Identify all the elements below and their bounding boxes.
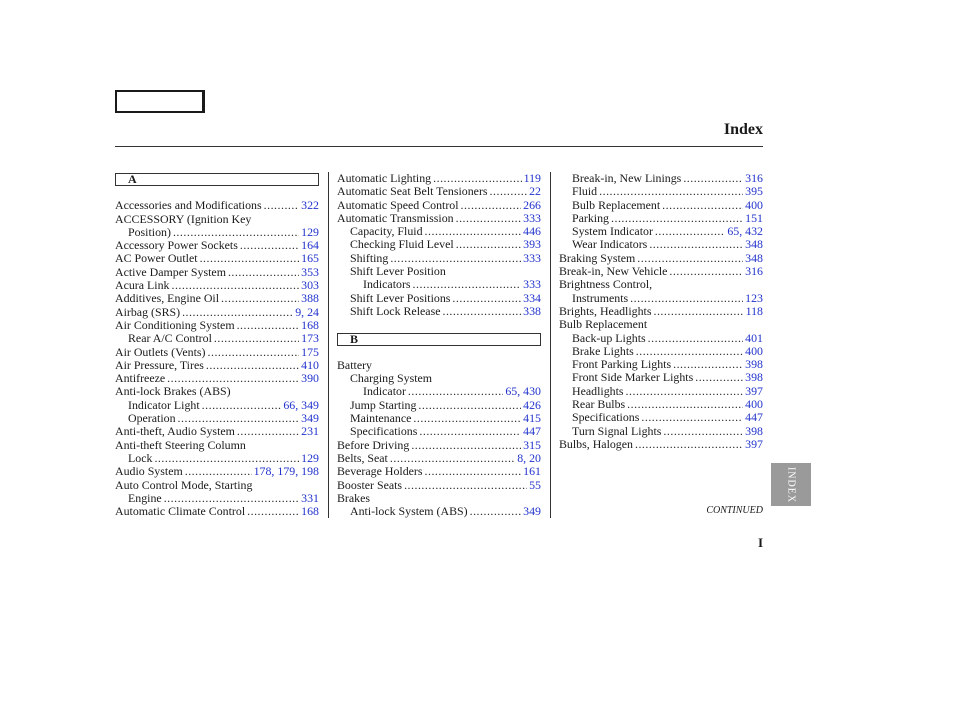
spacer bbox=[337, 318, 541, 331]
entry-label: Anti-lock Brakes (ABS) bbox=[115, 384, 231, 399]
page-reference-link[interactable]: 400 bbox=[745, 343, 763, 358]
entry-label: Wear Indicators bbox=[572, 237, 648, 252]
dot-leader bbox=[214, 332, 299, 345]
index-entry[interactable] bbox=[115, 372, 319, 385]
entry-label: Air Pressure, Tires bbox=[115, 357, 204, 372]
dot-leader bbox=[669, 265, 743, 278]
index-entry[interactable] bbox=[337, 199, 541, 212]
entry-label: Antifreeze bbox=[115, 371, 166, 386]
page-number: I bbox=[758, 535, 764, 550]
dot-leader bbox=[247, 505, 299, 518]
page-reference-link[interactable]: 175 bbox=[301, 344, 319, 359]
index-entry[interactable] bbox=[115, 346, 319, 359]
page-reference-link[interactable]: 395 bbox=[745, 184, 763, 199]
entry-label: Shift Lock Release bbox=[350, 303, 441, 318]
page-reference-link[interactable]: 55 bbox=[529, 477, 541, 492]
entry-label: Automatic Lighting bbox=[337, 171, 432, 185]
index-entry[interactable] bbox=[559, 371, 763, 384]
entry-label: Automatic Speed Control bbox=[337, 197, 459, 212]
index-entry[interactable] bbox=[115, 199, 319, 212]
page-reference-link[interactable]: 65, 432 bbox=[727, 224, 763, 239]
index-entry[interactable] bbox=[115, 452, 319, 465]
index-entry[interactable] bbox=[337, 452, 541, 465]
continued-label: CONTINUED bbox=[706, 505, 763, 516]
entry-label: Instruments bbox=[572, 290, 629, 305]
dot-leader bbox=[221, 292, 299, 305]
entry-label: Bulbs, Halogen bbox=[559, 436, 633, 451]
entry-label: Automatic Climate Control bbox=[115, 504, 246, 519]
index-entry[interactable] bbox=[115, 492, 319, 505]
dot-leader bbox=[200, 252, 300, 265]
page-reference-link[interactable]: 349 bbox=[301, 411, 319, 426]
index-entry[interactable] bbox=[115, 319, 319, 332]
spacer bbox=[115, 186, 319, 199]
side-tab-label: INDEX bbox=[785, 466, 797, 503]
index-entry[interactable] bbox=[559, 305, 763, 318]
index-entry bbox=[337, 265, 541, 278]
entry-label: Engine bbox=[128, 490, 162, 505]
index-entry[interactable] bbox=[337, 385, 541, 398]
page-reference-link[interactable]: 168 bbox=[301, 317, 319, 332]
entry-label: Fluid bbox=[572, 184, 598, 199]
index-entry[interactable] bbox=[559, 358, 763, 371]
entry-label: Anti-lock System (ABS) bbox=[350, 504, 468, 519]
dot-leader bbox=[228, 266, 299, 279]
dot-leader bbox=[182, 306, 293, 319]
dot-leader bbox=[637, 252, 743, 265]
entry-label: Accessories and Modifications bbox=[115, 198, 262, 213]
dot-leader bbox=[202, 399, 282, 412]
dot-leader bbox=[425, 225, 522, 238]
index-entry[interactable] bbox=[559, 385, 763, 398]
column-divider bbox=[550, 172, 551, 518]
index-entry bbox=[337, 492, 541, 505]
section-letter: A bbox=[115, 173, 319, 186]
entry-label: Shift Lever Position bbox=[350, 264, 446, 279]
page-reference-link[interactable]: 398 bbox=[745, 370, 763, 385]
page-reference-link[interactable]: 22 bbox=[529, 184, 541, 199]
page-reference-link[interactable]: 348 bbox=[745, 250, 763, 265]
entry-label: Front Parking Lights bbox=[572, 357, 672, 372]
index-entry[interactable] bbox=[559, 332, 763, 345]
dot-leader bbox=[425, 465, 522, 478]
entry-label: Charging System bbox=[350, 371, 433, 386]
index-entry[interactable] bbox=[115, 425, 319, 438]
index-entry[interactable] bbox=[115, 279, 319, 292]
dot-leader bbox=[630, 292, 743, 305]
index-entry[interactable] bbox=[115, 292, 319, 305]
index-entry bbox=[559, 318, 763, 331]
dot-leader bbox=[655, 225, 725, 238]
page-reference-link[interactable]: 401 bbox=[745, 330, 763, 345]
dot-leader bbox=[470, 505, 522, 518]
entry-label: Position) bbox=[128, 224, 171, 239]
dot-leader bbox=[164, 492, 299, 505]
index-entry[interactable] bbox=[337, 465, 541, 478]
entry-label: Jump Starting bbox=[350, 397, 417, 412]
entry-label: AC Power Outlet bbox=[115, 251, 198, 266]
dot-leader bbox=[611, 212, 743, 225]
entry-label: Operation bbox=[128, 411, 176, 426]
dot-leader bbox=[173, 226, 299, 239]
index-entry[interactable] bbox=[337, 238, 541, 251]
dot-leader bbox=[452, 292, 521, 305]
page-reference-link[interactable]: 303 bbox=[301, 278, 319, 293]
page-reference-link[interactable]: 129 bbox=[301, 450, 319, 465]
dot-leader bbox=[648, 332, 744, 345]
index-entry[interactable] bbox=[115, 505, 319, 518]
entry-label: Battery bbox=[337, 357, 372, 372]
page-reference-link[interactable]: 9, 24 bbox=[295, 304, 319, 319]
page-reference-link[interactable]: 316 bbox=[745, 171, 763, 185]
entry-label: Rear Bulbs bbox=[572, 397, 626, 412]
entry-label: Anti-theft, Audio System bbox=[115, 424, 235, 439]
entry-label: Shift Lever Positions bbox=[350, 290, 451, 305]
dot-leader bbox=[442, 305, 521, 318]
page-reference-link[interactable]: 388 bbox=[301, 291, 319, 306]
dot-leader bbox=[663, 425, 743, 438]
dot-leader bbox=[626, 385, 744, 398]
entry-label: Headlights bbox=[572, 383, 624, 398]
entry-label: Checking Fluid Level bbox=[350, 237, 454, 252]
dot-leader bbox=[419, 425, 521, 438]
index-entry[interactable] bbox=[559, 252, 763, 265]
entry-label: Bulb Replacement bbox=[559, 317, 648, 332]
entry-label: Active Damper System bbox=[115, 264, 226, 279]
entry-label: Belts, Seat bbox=[337, 450, 388, 465]
dot-leader bbox=[418, 399, 521, 412]
page-reference-link[interactable]: 400 bbox=[745, 197, 763, 212]
index-entry[interactable] bbox=[337, 212, 541, 225]
dot-leader bbox=[404, 479, 527, 492]
page-reference-link[interactable]: 446 bbox=[523, 224, 541, 239]
page-reference-link[interactable]: 349 bbox=[523, 504, 541, 519]
page-reference-link[interactable]: 338 bbox=[523, 303, 541, 318]
index-entry[interactable] bbox=[115, 399, 319, 412]
page-reference-link[interactable]: 426 bbox=[523, 397, 541, 412]
index-column-1 bbox=[115, 172, 319, 518]
dot-leader bbox=[456, 238, 521, 251]
index-entry[interactable] bbox=[115, 332, 319, 345]
entry-label: Break-in, New Linings bbox=[572, 171, 682, 185]
index-entry[interactable] bbox=[559, 199, 763, 212]
dot-leader bbox=[237, 319, 300, 332]
entry-label: Additives, Engine Oil bbox=[115, 291, 220, 306]
index-entry bbox=[337, 372, 541, 385]
page-reference-link[interactable]: 333 bbox=[523, 250, 541, 265]
index-entry[interactable] bbox=[115, 465, 319, 478]
index-entry[interactable] bbox=[559, 345, 763, 358]
page-reference-link[interactable]: 333 bbox=[523, 210, 541, 225]
entry-label: Indicators bbox=[363, 277, 411, 292]
index-entry bbox=[337, 359, 541, 372]
page-reference-link[interactable]: 322 bbox=[301, 198, 319, 213]
index-entry[interactable] bbox=[115, 252, 319, 265]
title-rule bbox=[115, 146, 763, 147]
page-reference-link[interactable]: 151 bbox=[745, 210, 763, 225]
page-reference-link[interactable]: 331 bbox=[301, 490, 319, 505]
entry-label: Indicator bbox=[363, 384, 406, 399]
entry-label: Bulb Replacement bbox=[572, 197, 661, 212]
entry-label: Maintenance bbox=[350, 411, 412, 426]
page-reference-link[interactable]: 397 bbox=[745, 436, 763, 451]
page-reference-link[interactable]: 400 bbox=[745, 397, 763, 412]
index-entry[interactable] bbox=[115, 359, 319, 372]
dot-leader bbox=[456, 212, 522, 225]
index-entry bbox=[559, 278, 763, 291]
page-reference-link[interactable]: 333 bbox=[523, 277, 541, 292]
entry-label: Specifications bbox=[572, 410, 640, 425]
dot-leader bbox=[178, 412, 300, 425]
dot-leader bbox=[171, 279, 299, 292]
index-entry[interactable] bbox=[337, 185, 541, 198]
index-entry[interactable] bbox=[559, 438, 763, 451]
entry-label: Accessory Power Sockets bbox=[115, 238, 238, 253]
index-entry[interactable] bbox=[337, 252, 541, 265]
entry-label: Booster Seats bbox=[337, 477, 403, 492]
entry-label: Beverage Holders bbox=[337, 464, 423, 479]
page-reference-link[interactable]: 353 bbox=[301, 264, 319, 279]
index-entry bbox=[115, 439, 319, 452]
page-reference-link[interactable]: 178, 179, 198 bbox=[253, 464, 319, 479]
page-reference-link[interactable]: 119 bbox=[523, 171, 541, 185]
section-letter: B bbox=[337, 333, 541, 346]
page-reference-link[interactable]: 118 bbox=[745, 303, 763, 318]
index-entry[interactable] bbox=[115, 266, 319, 279]
entry-label: Brakes bbox=[337, 490, 371, 505]
dot-leader bbox=[599, 185, 743, 198]
dot-leader bbox=[408, 385, 503, 398]
page-reference-link[interactable]: 415 bbox=[523, 411, 541, 426]
dot-leader bbox=[240, 239, 299, 252]
entry-label: Anti-theft Steering Column bbox=[115, 437, 246, 452]
index-entry[interactable] bbox=[115, 412, 319, 425]
page-reference-link[interactable]: 397 bbox=[745, 383, 763, 398]
dot-leader bbox=[208, 346, 300, 359]
page-reference-link[interactable]: 165 bbox=[301, 251, 319, 266]
entry-label: Rear A/C Control bbox=[128, 331, 212, 346]
index-entry[interactable] bbox=[559, 225, 763, 238]
entry-label: Before Driving bbox=[337, 437, 410, 452]
page-reference-link[interactable]: 393 bbox=[523, 237, 541, 252]
entry-label: Automatic Transmission bbox=[337, 210, 454, 225]
page-reference-link[interactable]: 315 bbox=[523, 437, 541, 452]
dot-leader bbox=[237, 425, 299, 438]
entry-label: Brights, Headlights bbox=[559, 303, 652, 318]
entry-label: Lock bbox=[128, 450, 153, 465]
dot-leader bbox=[185, 465, 252, 478]
dot-leader bbox=[413, 278, 522, 291]
header-tab-box bbox=[115, 90, 205, 113]
entry-label: Back-up Lights bbox=[572, 330, 646, 345]
index-entry[interactable] bbox=[337, 292, 541, 305]
index-entry[interactable] bbox=[115, 239, 319, 252]
entry-label: Specifications bbox=[350, 424, 418, 439]
index-entry[interactable] bbox=[559, 212, 763, 225]
dot-leader bbox=[653, 305, 743, 318]
page-reference-link[interactable]: 398 bbox=[745, 357, 763, 372]
entry-label: Turn Signal Lights bbox=[572, 423, 662, 438]
dot-leader bbox=[154, 452, 299, 465]
index-entry[interactable] bbox=[115, 226, 319, 239]
dot-leader bbox=[695, 371, 743, 384]
index-entry bbox=[115, 213, 319, 226]
dot-leader bbox=[641, 411, 743, 424]
dot-leader bbox=[206, 359, 299, 372]
index-entry[interactable] bbox=[337, 225, 541, 238]
entry-label: Audio System bbox=[115, 464, 183, 479]
page-reference-link[interactable]: 398 bbox=[745, 423, 763, 438]
page-reference-link[interactable]: 129 bbox=[301, 224, 319, 239]
entry-label: Front Side Marker Lights bbox=[572, 370, 694, 385]
entry-label: Brake Lights bbox=[572, 343, 634, 358]
index-entry[interactable] bbox=[337, 412, 541, 425]
page-reference-link[interactable]: 334 bbox=[523, 290, 541, 305]
dot-leader bbox=[390, 452, 515, 465]
entry-label: Acura Link bbox=[115, 278, 170, 293]
dot-leader bbox=[673, 358, 743, 371]
entry-label: Airbag (SRS) bbox=[115, 304, 181, 319]
dot-leader bbox=[390, 252, 521, 265]
page-reference-link[interactable]: 231 bbox=[301, 424, 319, 439]
index-entry[interactable] bbox=[559, 398, 763, 411]
entry-label: System Indicator bbox=[572, 224, 653, 239]
index-entry[interactable] bbox=[337, 278, 541, 291]
page-reference-link[interactable]: 316 bbox=[745, 264, 763, 279]
page-reference-link[interactable]: 348 bbox=[745, 237, 763, 252]
page-reference-link[interactable]: 65, 430 bbox=[505, 384, 541, 399]
dot-leader bbox=[683, 172, 743, 185]
dot-leader bbox=[264, 199, 300, 212]
index-entry[interactable] bbox=[559, 238, 763, 251]
entry-label: Automatic Seat Belt Tensioners bbox=[337, 184, 488, 199]
entry-label: ACCESSORY (Ignition Key bbox=[115, 211, 252, 226]
page-reference-link[interactable]: 168 bbox=[301, 504, 319, 519]
index-entry[interactable] bbox=[337, 505, 541, 518]
index-entry bbox=[115, 385, 319, 398]
entry-label: Air Outlets (Vents) bbox=[115, 344, 206, 359]
index-entry[interactable] bbox=[337, 399, 541, 412]
column-divider bbox=[328, 172, 329, 518]
page-reference-link[interactable]: 173 bbox=[301, 331, 319, 346]
index-column-3 bbox=[559, 172, 763, 451]
dot-leader bbox=[461, 199, 522, 212]
page-reference-link[interactable]: 410 bbox=[301, 357, 319, 372]
dot-leader bbox=[167, 372, 299, 385]
entry-label: Auto Control Mode, Starting bbox=[115, 477, 253, 492]
index-entry[interactable] bbox=[337, 479, 541, 492]
page-reference-link[interactable]: 66, 349 bbox=[283, 397, 319, 412]
index-entry[interactable] bbox=[115, 306, 319, 319]
entry-label: Break-in, New Vehicle bbox=[559, 264, 668, 279]
page-reference-link[interactable]: 390 bbox=[301, 371, 319, 386]
entry-label: Air Conditioning System bbox=[115, 317, 235, 332]
index-entry[interactable] bbox=[559, 425, 763, 438]
page-reference-link[interactable]: 8, 20 bbox=[517, 450, 541, 465]
index-entry bbox=[115, 479, 319, 492]
page-title: Index bbox=[723, 121, 763, 138]
dot-leader bbox=[635, 438, 743, 451]
entry-label: Indicator Light bbox=[128, 397, 200, 412]
page-reference-link[interactable]: 266 bbox=[523, 197, 541, 212]
dot-leader bbox=[649, 238, 743, 251]
index-entry[interactable] bbox=[337, 305, 541, 318]
page-reference-link[interactable]: 447 bbox=[523, 424, 541, 439]
page-reference-link[interactable]: 164 bbox=[301, 238, 319, 253]
entry-label: Braking System bbox=[559, 250, 636, 265]
page-reference-link[interactable]: 447 bbox=[745, 410, 763, 425]
index-column-2 bbox=[337, 172, 541, 518]
index-entry[interactable] bbox=[559, 172, 763, 185]
index-entry[interactable] bbox=[559, 185, 763, 198]
dot-leader bbox=[636, 345, 743, 358]
index-entry[interactable] bbox=[559, 265, 763, 278]
spacer bbox=[337, 346, 541, 359]
page-reference-link[interactable]: 123 bbox=[745, 290, 763, 305]
index-entry[interactable] bbox=[337, 439, 541, 452]
dot-leader bbox=[627, 398, 743, 411]
dot-leader bbox=[662, 199, 743, 212]
entry-label: Capacity, Fluid bbox=[350, 224, 423, 239]
index-side-tab[interactable] bbox=[771, 463, 811, 506]
dot-leader bbox=[413, 412, 521, 425]
entry-label: Brightness Control, bbox=[559, 277, 653, 292]
page-reference-link[interactable]: 161 bbox=[523, 464, 541, 479]
entry-label: Shifting bbox=[350, 250, 389, 265]
index-entry[interactable] bbox=[337, 172, 541, 185]
index-entry[interactable] bbox=[559, 292, 763, 305]
entry-label: Parking bbox=[572, 210, 609, 225]
dot-leader bbox=[490, 185, 528, 198]
index-entry[interactable] bbox=[559, 411, 763, 424]
index-entry[interactable] bbox=[337, 425, 541, 438]
dot-leader bbox=[433, 172, 521, 185]
dot-leader bbox=[411, 439, 521, 452]
